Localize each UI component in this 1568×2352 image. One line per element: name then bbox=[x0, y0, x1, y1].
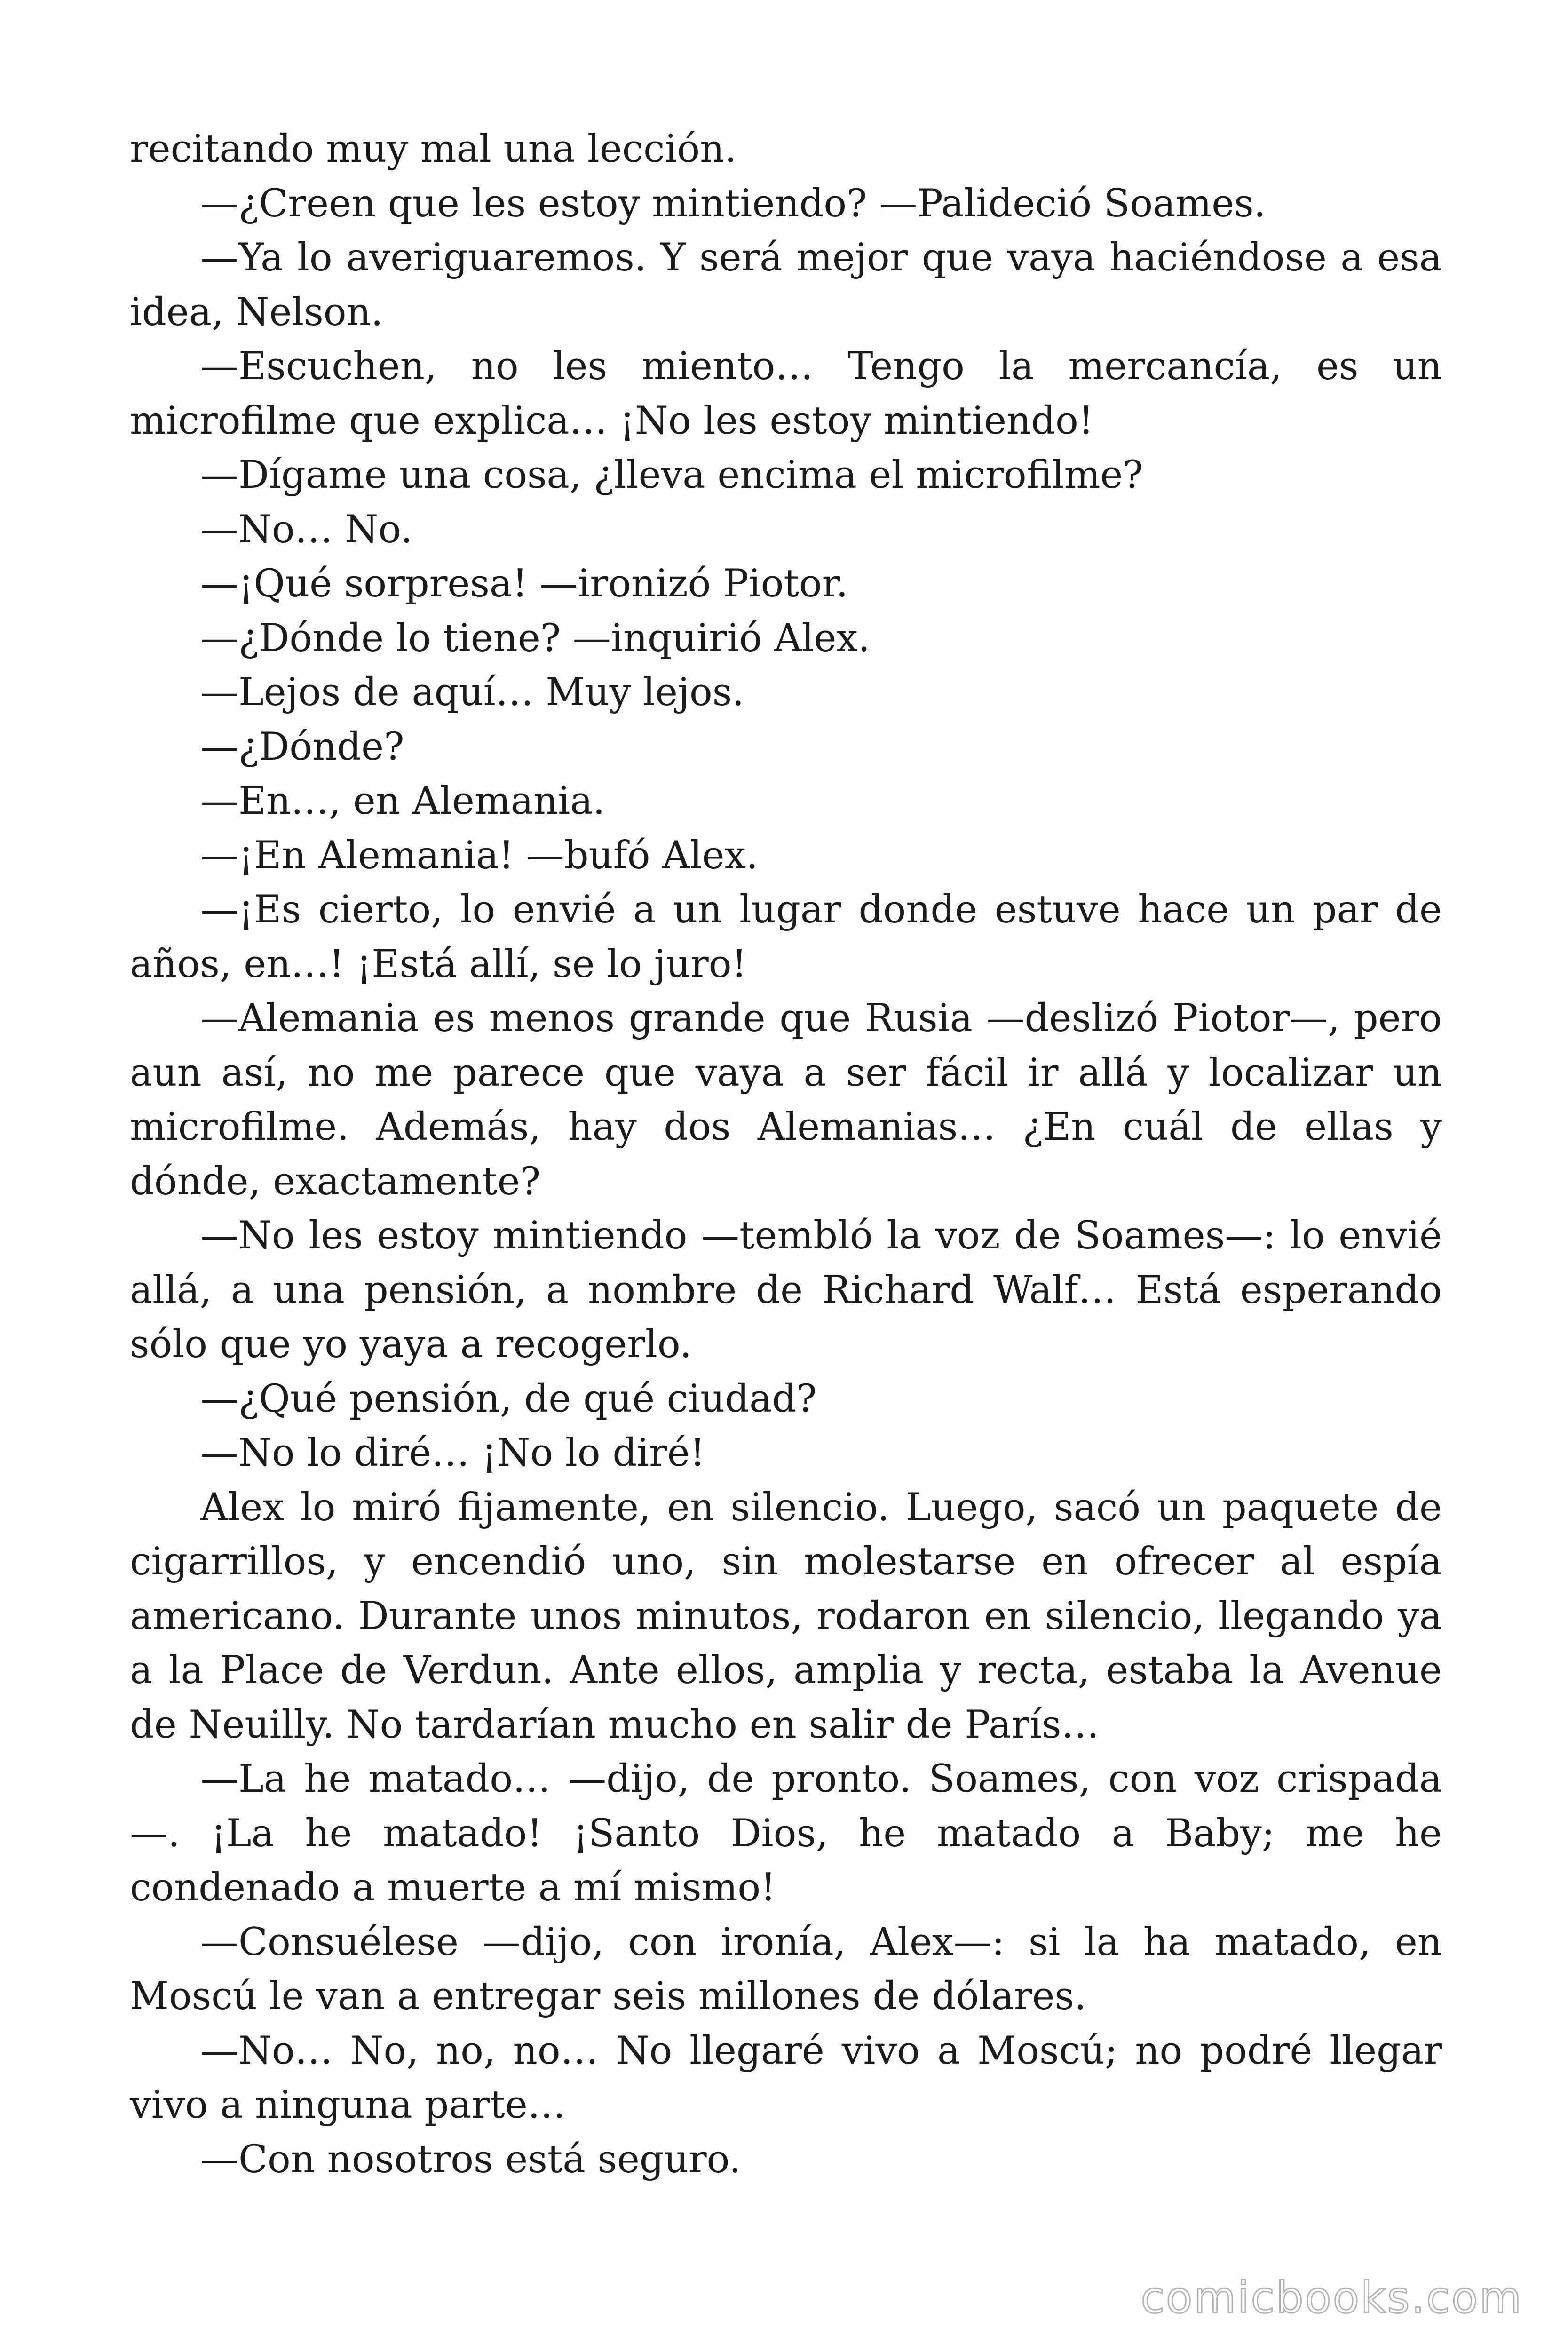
paragraph: —No… No. bbox=[200, 507, 413, 552]
paragraph: —No… No, no, no… No llegaré vivo a Moscú; no podré llegar vivo a ninguna parte… bbox=[130, 2028, 1442, 2127]
paragraph: —¿Creen que les estoy mintiendo? —Palideció Soames. bbox=[200, 181, 1266, 226]
paragraph: Alex lo miró fijamente, en silencio. Luego, sacó un paquete de cigarrillos, y encendió uno, sin molestarse en ofrecer al espía americano. Durante unos minutos, rodaron en silencio, llegando ya a la Place de Verdun. Ante ellos, amplia y recta, estaba la Avenue de Neuilly. No tardarían mucho en salir de París… bbox=[130, 1485, 1442, 1747]
paragraph: —Alemania es menos grande que Rusia —deslizó Piotor—, pero aun así, no me parece que vaya a ser fácil ir allá y localizar un microfilme. Además, hay dos Alemanias… ¿En cuál de ellas y dónde, exactamente? bbox=[130, 996, 1442, 1204]
paragraph: —¡En Alemania! —bufó Alex. bbox=[200, 833, 758, 878]
paragraph: —No les estoy mintiendo —tembló la voz de Soames—: lo envié allá, a una pensión, a nombre de Richard Walf… Está esperando sólo que yo yaya a recogerlo. bbox=[130, 1214, 1442, 1367]
paragraph: —¡Es cierto, lo envié a un lugar donde estuve hace un par de años, en…! ¡Está allí, se lo juro! bbox=[130, 888, 1442, 986]
paragraph: recitando muy mal una lección. bbox=[130, 127, 737, 171]
watermark: comicbooks.com bbox=[1140, 2273, 1523, 2323]
page-text bbox=[130, 122, 1442, 2187]
paragraph: —Dígame una cosa, ¿lleva encima el microfilme? bbox=[200, 453, 1143, 497]
paragraph: —Lejos de aquí… Muy lejos. bbox=[200, 670, 744, 715]
paragraph: —Con nosotros está seguro. bbox=[200, 2137, 741, 2182]
paragraph: —¿Qué pensión, de qué ciudad? bbox=[200, 1376, 817, 1421]
paragraph: —¿Dónde? bbox=[200, 724, 404, 769]
paragraph: —En…, en Alemania. bbox=[200, 779, 605, 823]
paragraph: —Consuélese —dijo, con ironía, Alex—: si la ha matado, en Moscú le van a entregar seis millones de dólares. bbox=[130, 1920, 1442, 2018]
paragraph: —Escuchen, no les miento… Tengo la mercancía, es un microfilme que explica… ¡No les estoy mintiendo! bbox=[130, 344, 1442, 443]
paragraph: —No lo diré… ¡No lo diré! bbox=[200, 1431, 705, 1475]
paragraph: —La he matado… —dijo, de pronto. Soames, con voz crispada —. ¡La he matado! ¡Santo Dios, he matado a Baby; me he condenado a muerte a mí mismo! bbox=[130, 1757, 1442, 1910]
paragraph: —¿Dónde lo tiene? —inquirió Alex. bbox=[200, 616, 870, 660]
paragraph: —¡Qué sorpresa! —ironizó Piotor. bbox=[200, 562, 848, 606]
paragraph: —Ya lo averiguaremos. Y será mejor que vaya haciéndose a esa idea, Nelson. bbox=[130, 236, 1442, 334]
